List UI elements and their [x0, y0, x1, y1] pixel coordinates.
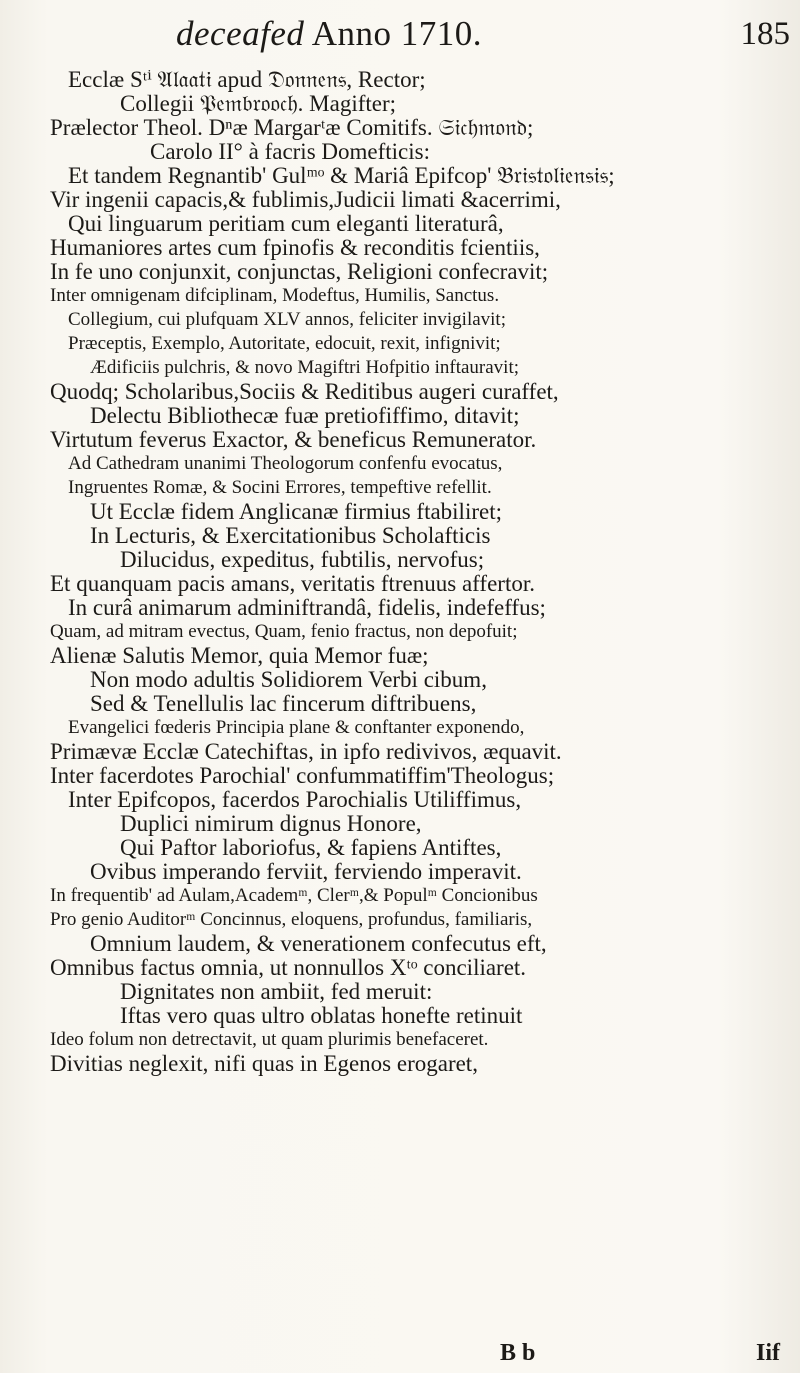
signature-mark: B b — [500, 1340, 536, 1366]
text-line: Pro genio Auditorᵐ Concinnus, eloquens, profundus, familiaris, — [50, 909, 533, 930]
text-line: Quodq; Scholaribus,Sociis & Reditibus augeri curaffet, — [50, 380, 559, 404]
text-line: Inter facerdotes Parochial' confummatiffim'Theologus; — [50, 764, 555, 788]
text-line: Divitias neglexit, nifi quas in Egenos erogaret, — [50, 1052, 478, 1076]
text-line: Inter omnigenam difciplinam, Modeftus, Humilis, Sanctus. — [50, 285, 500, 306]
text-line: Non modo adultis Solidiorem Verbi cibum, — [90, 668, 487, 692]
text-line: Carolo II° à facris Domefticis: — [150, 140, 430, 164]
text-line: Vir ingenii capacis,& fublimis,Judicii limati &acerrimi, — [50, 188, 561, 212]
text-line: Ecclæ Sᵗⁱ 𝔄𝔩𝔞𝔞𝔱𝔦 apud 𝔇𝔬𝔫𝔫𝔢𝔫𝔰, Rector; — [68, 68, 426, 92]
text-line: Sed & Tenellulis lac fincerum diftribuens, — [90, 692, 477, 716]
text-line: Alienæ Salutis Memor, quia Memor fuæ; — [50, 644, 429, 668]
text-line: Præceptis, Exemplo, Autoritate, edocuit, rexit, infignivit; — [68, 333, 501, 354]
text-line: Omnium laudem, & venerationem confecutus eft, — [90, 932, 547, 956]
page-footer — [0, 1340, 800, 1368]
text-line: Primævæ Ecclæ Catechiftas, in ipfo redivivos, æquavit. — [50, 740, 562, 764]
text-line: Et quanquam pacis amans, veritatis ftrenuus affertor. — [50, 572, 535, 596]
text-line: Collegium, cui plufquam XLV annos, feliciter invigilavit; — [68, 309, 506, 330]
running-head-italic: deceafed — [176, 14, 305, 53]
text-line: Duplici nimirum dignus Honore, — [120, 812, 422, 836]
running-head — [176, 14, 482, 54]
text-line: Omnibus factus omnia, ut nonnullos Xᵗᵒ conciliaret. — [50, 956, 527, 980]
text-line: Ingruentes Romæ, & Socini Errores, tempeftive refellit. — [68, 477, 492, 498]
page-number: 185 — [740, 16, 790, 52]
text-line: Prælector Theol. Dⁿæ Margarᵗæ Comitifs. 𝔖𝔦𝔠𝔥𝔪𝔬𝔫𝔡; — [50, 116, 534, 140]
text-line: Qui Paftor laboriofus, & fapiens Antiftes, — [120, 836, 502, 860]
text-line: Qui linguarum peritiam cum eleganti literaturâ, — [68, 212, 504, 236]
text-line: Collegii 𝔓𝔢𝔪𝔟𝔯𝔬𝔬𝔠𝔥. Magifter; — [120, 92, 397, 116]
text-line: Delectu Bibliothecæ fuæ pretiofiffimo, ditavit; — [90, 404, 520, 428]
text-line: Ut Ecclæ fidem Anglicanæ firmius ftabiliret; — [90, 500, 502, 524]
text-line: Virtutum feverus Exactor, & beneficus Remunerator. — [50, 428, 537, 452]
epitaph-text — [50, 68, 785, 1076]
text-line: In Lecturis, & Exercitationibus Scholafticis — [90, 524, 491, 548]
text-line: Ædificiis pulchris, & novo Magiftri Hofpitio inftauravit; — [90, 357, 520, 378]
text-line: Dignitates non ambiit, fed meruit: — [120, 980, 433, 1004]
text-line: Evangelici fœderis Principia plane & conftanter exponendo, — [68, 717, 525, 738]
text-line: Inter Epifcopos, facerdos Parochialis Utiliffimus, — [68, 788, 522, 812]
text-line: In curâ animarum adminiftrandâ, fidelis, indefeffus; — [68, 596, 546, 620]
text-line: In fe uno conjunxit, conjunctas, Religioni confecravit; — [50, 260, 549, 284]
text-line: Et tandem Regnantib' Gulᵐᵒ & Mariâ Epifcop' 𝔅𝔯𝔦𝔰𝔱𝔬𝔩𝔦𝔢𝔫𝔰𝔦𝔰; — [68, 164, 615, 188]
catchword: Iif — [756, 1340, 780, 1366]
text-line: Iftas vero quas ultro oblatas honefte retinuit — [120, 1004, 523, 1028]
text-line: Quam, ad mitram evectus, Quam, fenio fractus, non depofuit; — [50, 621, 518, 642]
text-line: Ovibus imperando ferviit, ferviendo imperavit. — [90, 860, 522, 884]
text-line: Ad Cathedram unanimi Theologorum confenfu evocatus, — [68, 453, 503, 474]
text-line: Dilucidus, expeditus, fubtilis, nervofus; — [120, 548, 485, 572]
text-line: Ideo folum non detrectavit, ut quam plurimis benefaceret. — [50, 1029, 489, 1050]
running-head-year: Anno 1710. — [304, 14, 482, 53]
text-line: Humaniores artes cum fpinofis & reconditis fcientiis, — [50, 236, 540, 260]
text-line: In frequentib' ad Aulam,Academᵐ, Clerᵐ,& Populᵐ Concionibus — [50, 885, 538, 906]
page-header — [0, 6, 800, 62]
